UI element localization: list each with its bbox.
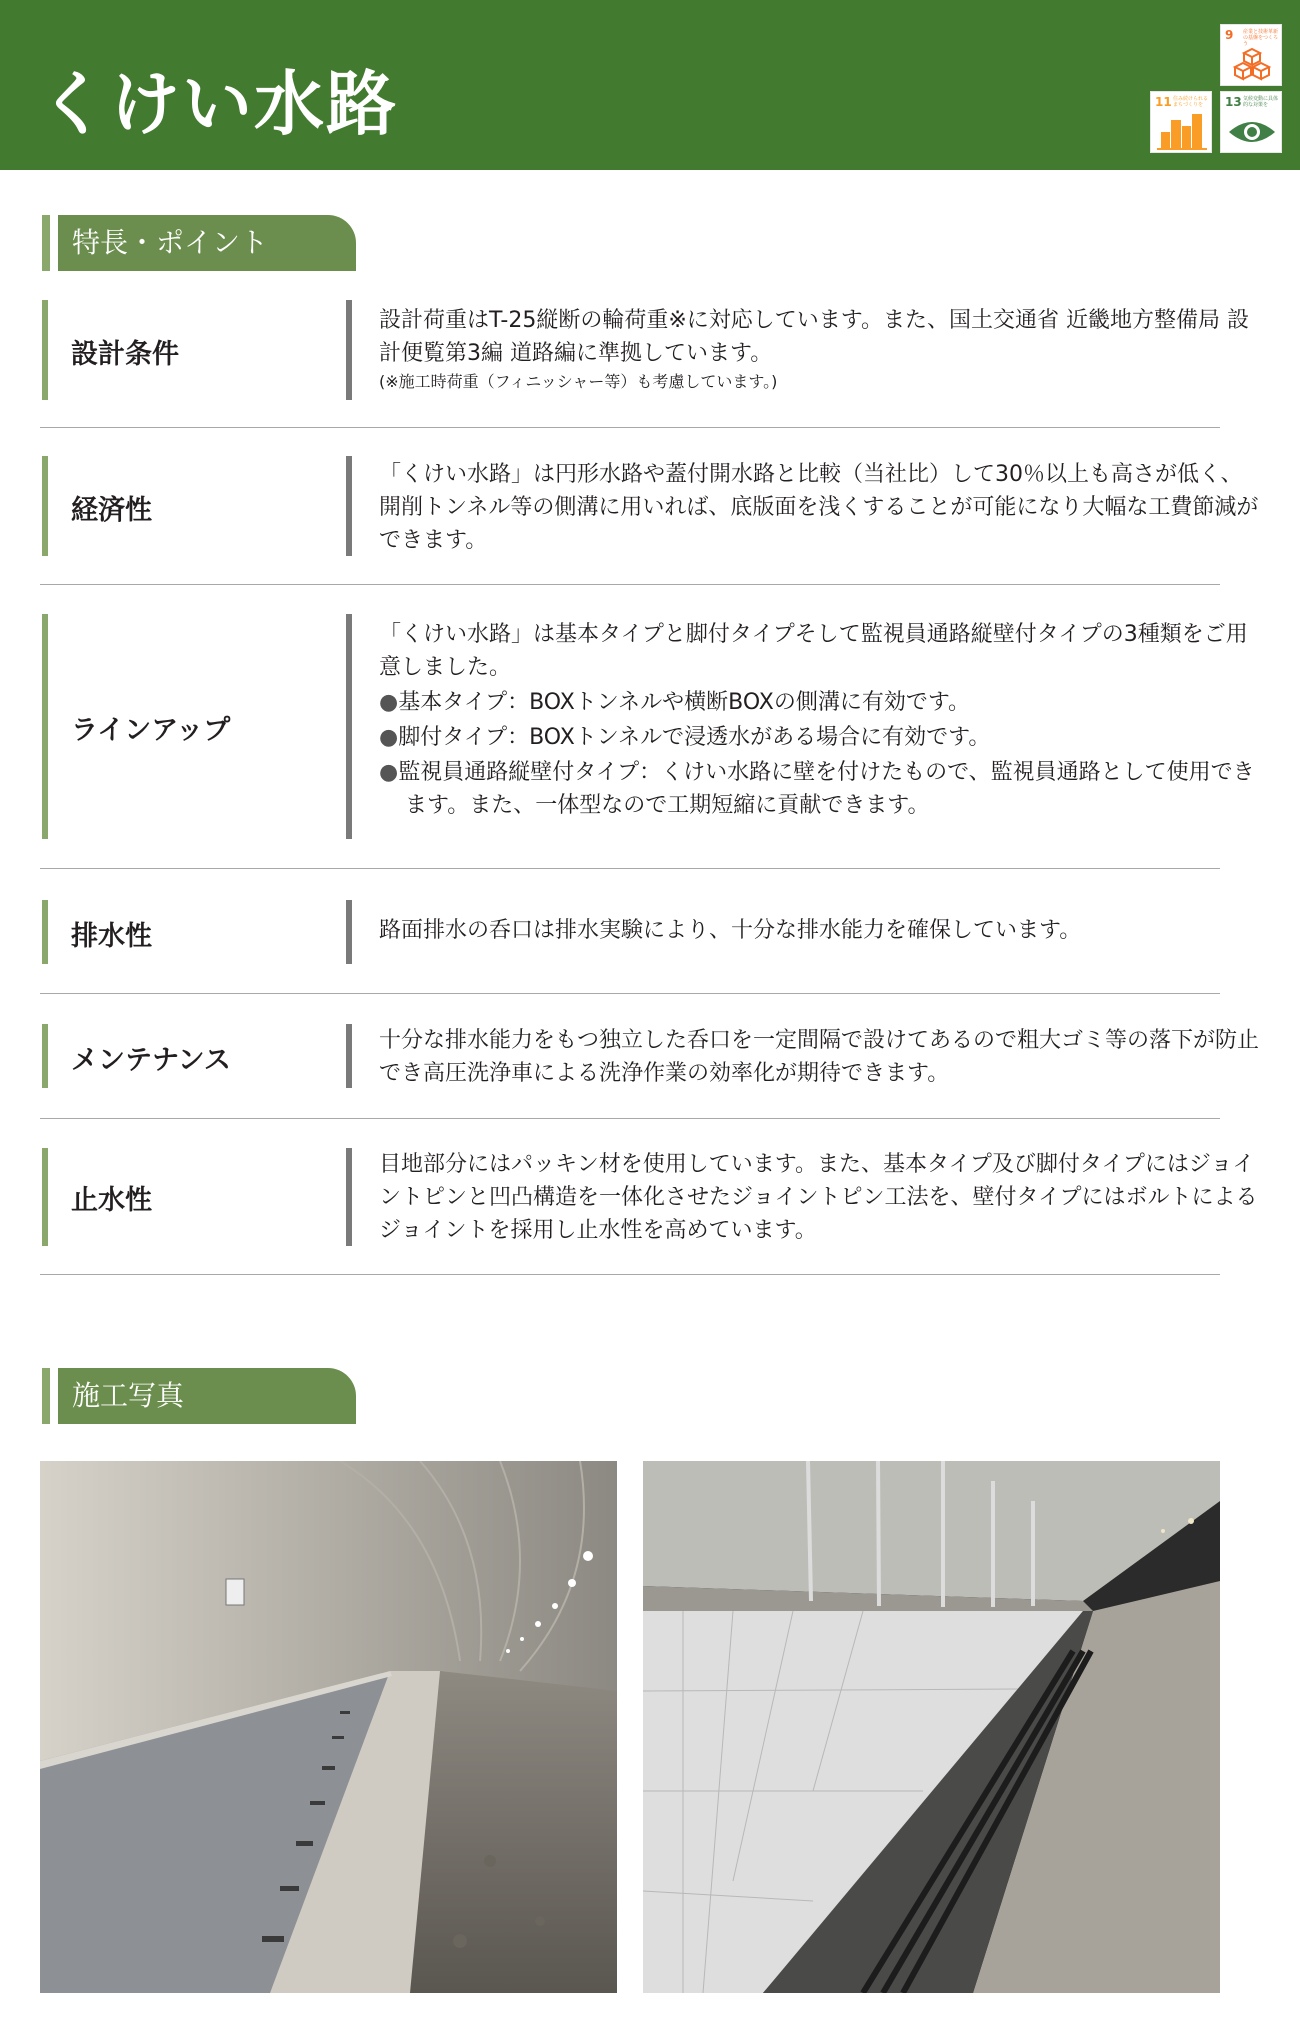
feature-description: 路面排水の呑口は排水実験により、十分な排水能力を確保しています。 [379, 918, 1082, 943]
construction-photo-2 [643, 1461, 1220, 1993]
feature-description: 「くけい水路」は円形水路や蓋付開水路と比較（当社比）して30％以上も高さが低く、開削トンネル等の側溝に用いれば、底版面を浅くすることが可能になり大幅な工費節減ができます。 [379, 462, 1259, 553]
feature-description: 設計荷重はT-25縦断の輪荷重※に対応しています。また、国土交通省 近畿地方整備局 設計便覧第3編 道路編に準拠しています。 (※施工時荷重（フィニッシャー等）も考慮しています。) [379, 304, 1261, 394]
feature-row-lineup [40, 614, 1255, 870]
sdg-9-icon: 9 産業と技術革新の基盤をつくろう [1220, 24, 1282, 86]
feature-description: 十分な排水能力をもつ独立した呑口を一定間隔で設けてあるので粗大ゴミ等の落下が防止でき高圧洗浄車による洗浄作業の効率化が期待できます。 [379, 1028, 1260, 1086]
lineup-item-basic: ●基本タイプ：BOXトンネルや横断BOXの側溝に有効です。 [379, 690, 971, 715]
lineup-item-legged: ●脚付タイプ：BOXトンネルで浸透水がある場合に有効です。 [379, 725, 991, 750]
tunnel-walled-channel-photo [643, 1461, 1220, 1993]
buildings-icon [1151, 92, 1213, 154]
sdg-13-icon: 13 気候変動に具体的な対策を [1220, 91, 1282, 153]
construction-photo-1 [40, 1461, 617, 1993]
feature-description: 「くけい水路」は基本タイプと脚付タイプそして監視員通路縦壁付タイプの3種類をご用意しました。 ●基本タイプ：BOXトンネルや横断BOXの側溝に有効です。 ●脚付タイプ：BOXトンネルで浸透水がある場合に有効です。 ●監視員通路縦壁付タイプ：くけい水路に壁を付けたもので、監視員通路として使用できます。また、一体型なので工期短縮に貢献できます。 [379, 618, 1261, 822]
feature-label: 経済性 [71, 495, 152, 526]
feature-row-drainage [40, 900, 1220, 1000]
photos-section-title: 施工写真 [72, 1379, 185, 1412]
feature-description: 目地部分にはパッキン材を使用しています。また、基本タイプ及び脚付タイプにはジョイントピンと凹凸構造を一体化させたジョイントピン工法を、壁付タイプにはボルトによるジョイントを採用し止水性を高めています。 [379, 1152, 1258, 1243]
feature-note: (※施工時荷重（フィニッシャー等）も考慮しています。) [379, 372, 778, 391]
page-header [0, 0, 1300, 170]
cubes-icon [1221, 25, 1283, 87]
feature-row-design-conditions [40, 300, 1250, 430]
lineup-item-walled: ●監視員通路縦壁付タイプ：くけい水路に壁を付けたもので、監視員通路として使用できます。また、一体型なので工期短縮に貢献できます。 [379, 760, 1255, 818]
feature-label: メンテナンス [71, 1045, 231, 1076]
page-title: くけい水路 [38, 62, 398, 145]
features-section-title: 特長・ポイント [72, 226, 269, 259]
tunnel-drainage-channel-photo [40, 1461, 617, 1993]
feature-label: ラインアップ [71, 715, 231, 746]
eye-globe-icon [1221, 92, 1283, 154]
sdg-11-icon: 11 住み続けられるまちづくりを [1150, 91, 1212, 153]
feature-label: 排水性 [71, 921, 152, 952]
feature-label: 止水性 [71, 1185, 152, 1216]
feature-row-waterproofing [40, 1148, 1258, 1278]
feature-label: 設計条件 [71, 339, 179, 370]
feature-row-maintenance [40, 1024, 1260, 1126]
feature-row-economy [40, 456, 1259, 586]
